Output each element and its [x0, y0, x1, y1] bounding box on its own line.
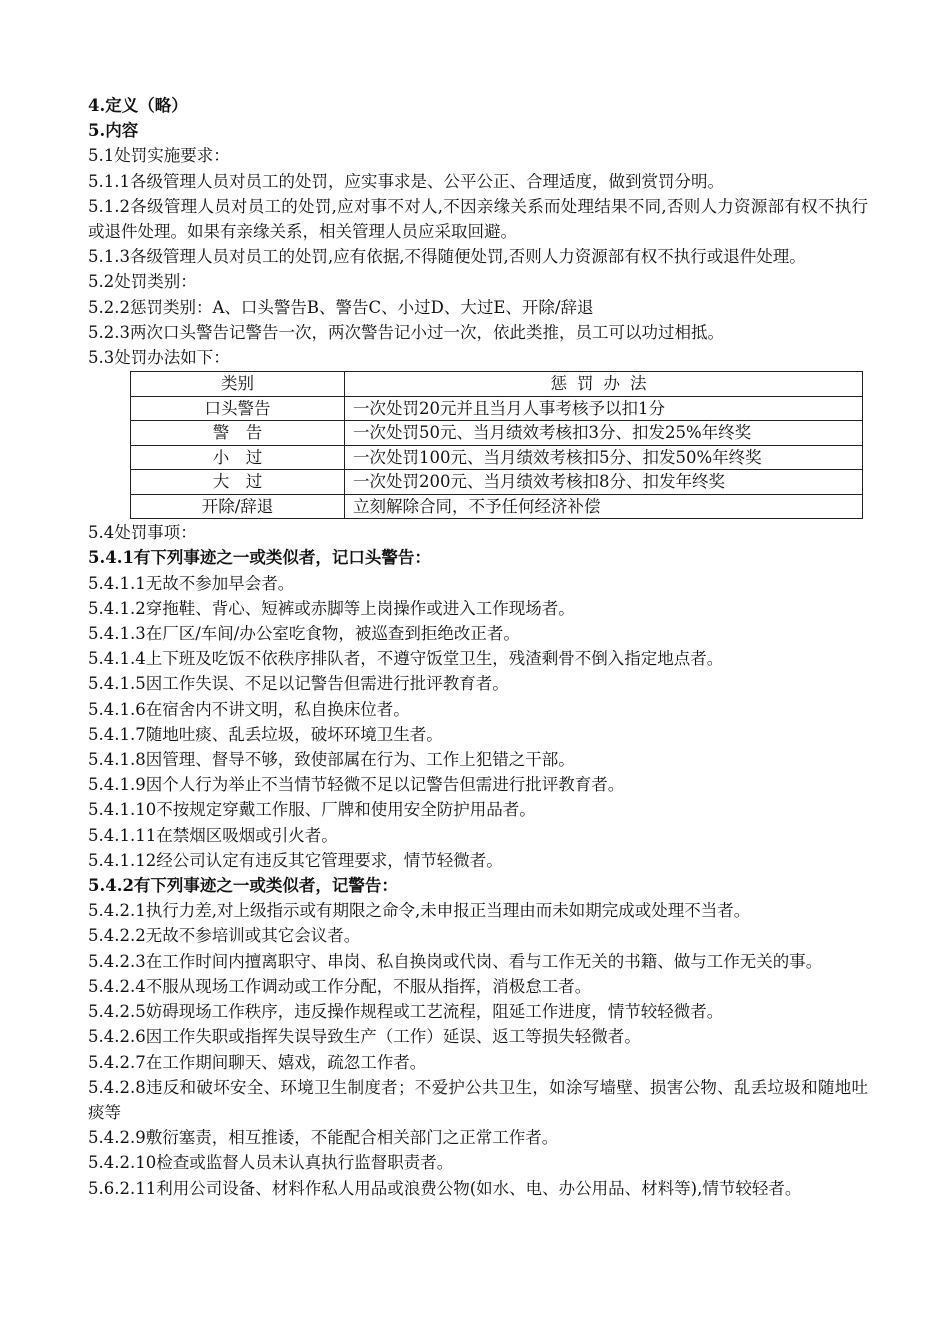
paragraph: 5.2.3两次口头警告记警告一次，两次警告记小过一次，依此类推，员工可以功过相抵。 [88, 322, 724, 342]
table-cell-category: 口头警告 [131, 396, 345, 421]
paragraph: 5.2.2惩罚类别：A、口头警告B、警告C、小过D、大过E、开除/辞退 [88, 297, 594, 317]
list-item: 5.4.1.6在宿舍内不讲文明，私自换床位者。 [88, 699, 410, 719]
list-item: 5.4.2.6因工作失职或指挥失误导致生产（工作）延误、返工等损失轻微者。 [88, 1027, 641, 1047]
section-heading-definitions: 4.定义（略） [88, 96, 188, 115]
list-item: 5.4.2.3在工作时间内擅离职守、串岗、私自换岗或代岗、看与工作无关的书籍、做与工作无关的事。 [88, 951, 823, 971]
subsection-heading: 5.1处罚实施要求： [88, 146, 230, 166]
list-item: 5.4.2.4不服从现场工作调动或工作分配，不服从指挥，消极怠工者。 [88, 976, 592, 996]
list-item: 5.4.2.9敷衍塞责，相互推诿，不能配合相关部门之正常工作者。 [88, 1128, 559, 1148]
list-item: 5.4.2.5妨碍现场工作秩序，违反操作规程或工艺流程，阻延工作进度，情节较轻微者。 [88, 1002, 724, 1022]
list-item: 5.4.1.5因工作失误、不足以记警告但需进行批评教育者。 [88, 674, 509, 694]
table-cell-method: 立刻解除合同，不予任何经济补偿 [345, 494, 863, 519]
table-cell-method: 一次处罚20元并且当月人事考核予以扣1分 [345, 396, 863, 421]
table-row [131, 445, 863, 470]
list-item: 5.4.2.8违反和破坏安全、环境卫生制度者；不爱护公共卫生，如涂写墙壁、损害公物、乱丢垃圾和随地吐痰等 [88, 1077, 868, 1122]
list-item: 5.4.1.12经公司认定有违反其它管理要求，情节轻微者。 [88, 850, 503, 870]
table-row [131, 494, 863, 519]
table-cell-category: 警 告 [131, 421, 345, 446]
paragraph: 5.1.2各级管理人员对员工的处罚,应对事不对人,不因亲缘关系而处理结果不同,否则人力资源部有权不执行或退件处理。如果有亲缘关系，相关管理人员应采取回避。 [88, 196, 868, 242]
subsection-heading: 5.2处罚类别： [88, 272, 197, 292]
warning-heading: 5.4.2有下列事迹之一或类似者，记警告： [88, 876, 398, 896]
list-item: 5.4.2.1执行力差,对上级指示或有期限之命令,未申报正当理由而未如期完成或处理不当者。 [88, 901, 751, 921]
list-item: 5.4.1.4上下班及吃饭不依秩序排队者，不遵守饭堂卫生，残渣剩骨不倒入指定地点者。 [88, 649, 724, 669]
table-cell-method: 一次处罚50元、当月绩效考核扣3分、扣发25%年终奖 [345, 421, 863, 446]
list-item: 5.4.1.8因管理、督导不够，致使部属在行为、工作上犯错之干部。 [88, 750, 575, 770]
section-heading-content: 5.内容 [88, 121, 139, 141]
table-header-cell: 类别 [131, 372, 345, 397]
document-page [88, 93, 868, 1201]
table-header-row [131, 372, 863, 397]
verbal-warning-heading: 5.4.1有下列事迹之一或类似者，记口头警告： [88, 548, 431, 568]
list-item: 5.4.2.7在工作期间聊天、嬉戏，疏忽工作者。 [88, 1052, 427, 1072]
table-cell-category: 开除/辞退 [131, 494, 345, 519]
table-header-cell: 惩罚办法 [345, 372, 863, 397]
list-item: 5.4.1.10不按规定穿戴工作服、厂牌和使用安全防护用品者。 [88, 800, 536, 820]
table-row [131, 470, 863, 495]
list-item: 5.4.1.7随地吐痰、乱丢垃圾，破坏环境卫生者。 [88, 724, 443, 744]
table-cell-category: 小 过 [131, 445, 345, 470]
list-item: 5.4.2.10检查或监督人员未认真执行监督职责者。 [88, 1153, 454, 1173]
table-row [131, 396, 863, 421]
list-item: 5.4.1.9因个人行为举止不当情节轻微不足以记警告但需进行批评教育者。 [88, 775, 625, 795]
subsection-heading: 5.4处罚事项： [88, 523, 197, 543]
list-item: 5.6.2.11利用公司设备、材料作私人用品或浪费公物(如水、电、办公用品、材料等),情节较轻者。 [88, 1178, 802, 1198]
table-cell-category: 大 过 [131, 470, 345, 495]
table-row [131, 421, 863, 446]
table-cell-method: 一次处罚200元、当月绩效考核扣8分、扣发年终奖 [345, 470, 863, 495]
list-item: 5.4.1.1无故不参加早会者。 [88, 573, 295, 593]
list-item: 5.4.1.2穿拖鞋、背心、短裤或赤脚等上岗操作或进入工作现场者。 [88, 598, 575, 618]
list-item: 5.4.2.2无故不参培训或其它会议者。 [88, 926, 361, 946]
paragraph: 5.1.3各级管理人员对员工的处罚,应有依据,不得随便处罚,否则人力资源部有权不执行或退件处理。 [88, 247, 806, 267]
list-item: 5.4.1.11在禁烟区吸烟或引火者。 [88, 825, 338, 845]
penalty-table [130, 371, 863, 519]
subsection-heading: 5.3处罚办法如下： [88, 348, 230, 368]
table-cell-method: 一次处罚100元、当月绩效考核扣5分、扣发50%年终奖 [345, 445, 863, 470]
paragraph: 5.1.1各级管理人员对员工的处罚，应实事求是、公平公正、合理适度，做到赏罚分明。 [88, 171, 724, 191]
list-item: 5.4.1.3在厂区/车间/办公室吃食物，被巡查到拒绝改正者。 [88, 624, 520, 644]
